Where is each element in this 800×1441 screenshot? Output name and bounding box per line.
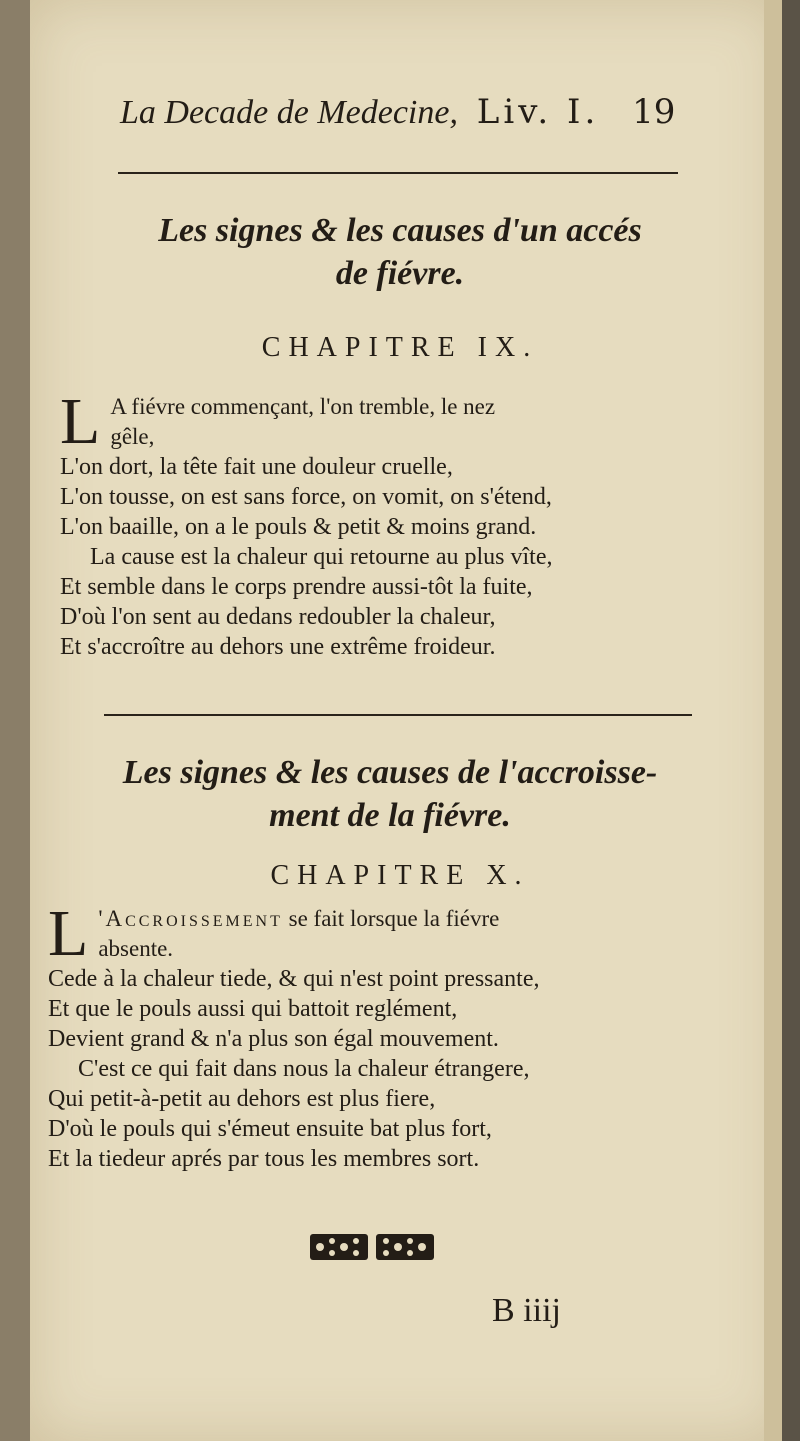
verse-line: D'où le pouls qui s'émeut ensuite bat plus fort, — [48, 1116, 492, 1142]
drop-cap: L — [60, 385, 101, 458]
verse-line: La cause est la chaleur qui retourne au plus vîte, — [90, 544, 553, 570]
verse-line: Qui petit-à-petit au dehors est plus fiere, — [48, 1086, 436, 1112]
chapter-title-10: CHAPITRE X. — [270, 860, 530, 891]
running-header — [120, 92, 720, 132]
header-rule — [118, 172, 678, 174]
book-number: Liv. I. — [476, 92, 600, 132]
verse-line: Et la tiedeur aprés par tous les membres sort. — [48, 1146, 480, 1172]
verses-chapter-10 — [48, 897, 748, 1174]
verse-line: L'on baaille, on a le pouls & petit & moins grand. — [60, 514, 537, 540]
heading-line: Les signes & les causes de l'accroisse- — [122, 754, 658, 791]
verse-line: Et que le pouls aussi qui battoit reglément, — [48, 996, 458, 1022]
drop-cap: L — [48, 897, 89, 970]
verse-line: A fiévre commençant, l'on tremble, le nez — [110, 394, 496, 419]
section-rule — [104, 714, 692, 716]
section-heading-2 — [60, 752, 720, 837]
signature-mark: B iiij — [492, 1292, 561, 1329]
verse-line: Et s'accroître au dehors une extrême froideur. — [60, 634, 496, 660]
verse-line: Et semble dans le corps prendre aussi-tôt la fuite, — [60, 574, 533, 600]
verse-line: Cede à la chaleur tiede, & qui n'est point pressante, — [48, 966, 540, 992]
running-title: La Decade de Medecine, — [120, 94, 458, 131]
heading-line: ment de la fiévre. — [269, 796, 511, 834]
page-edge — [764, 0, 782, 1441]
verse-line — [48, 904, 748, 934]
verse-line: absente. — [98, 936, 174, 961]
verse-line: Devient grand & n'a plus son égal mouvement. — [48, 1026, 499, 1052]
book-spine — [0, 0, 30, 1441]
verse-line: D'où l'on sent au dedans redoubler la chaleur, — [60, 604, 496, 630]
verse-line: L'on dort, la tête fait une douleur cruelle, — [60, 454, 453, 480]
section-heading-1 — [90, 210, 710, 295]
verse-text: se fait lorsque la fiévre — [288, 906, 500, 931]
verse-line: L'on tousse, on est sans force, on vomit, on s'étend, — [60, 484, 552, 510]
chapter-title-9: CHAPITRE IX. — [261, 332, 539, 363]
heading-line: de fiévre. — [335, 254, 465, 292]
verses-chapter-9 — [60, 385, 740, 662]
verse-line: gêle, — [110, 424, 155, 449]
heading-line: Les signes & les causes d'un accés — [158, 212, 642, 249]
page-number: 19 — [632, 92, 676, 132]
opening-word: 'Accroissement — [98, 906, 283, 931]
printers-ornament-icon — [308, 1228, 436, 1266]
verse-line: C'est ce qui fait dans nous la chaleur étrangere, — [78, 1056, 530, 1082]
